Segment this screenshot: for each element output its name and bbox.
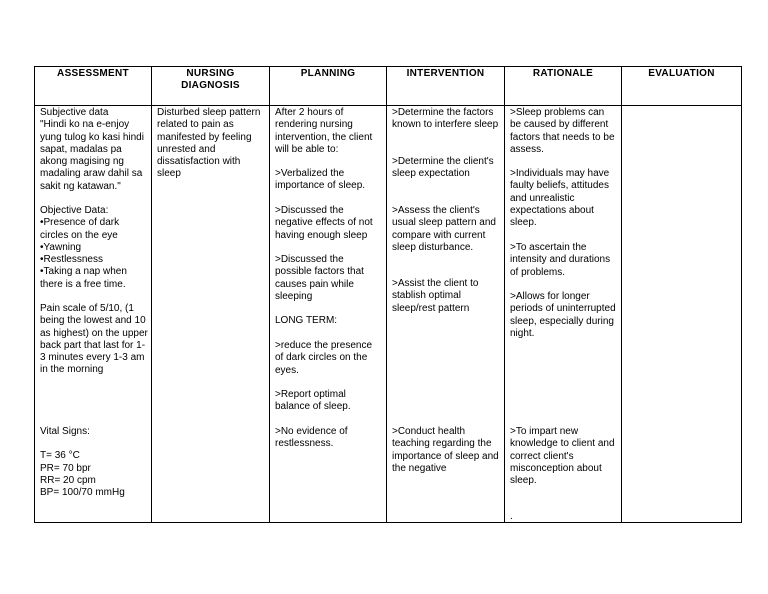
intervention-item: >Conduct health teaching regarding the importance of sleep and the negative — [392, 426, 499, 474]
intervention-item: >Assist the client to stablish optimal sleep/rest pattern — [392, 278, 479, 314]
intervention-item: >Determine the factors known to interfere sleep — [392, 107, 499, 131]
header-assessment: ASSESSMENT — [35, 67, 152, 106]
subjective-block — [40, 107, 148, 193]
planning-goal: >Discussed the possible factors that causes pain while sleeping — [275, 254, 364, 302]
objective-item: •Yawning — [40, 241, 82, 253]
rationale-item: >Sleep problems can be caused by different factors that needs to be assess. — [510, 107, 615, 155]
objective-block — [40, 205, 148, 291]
header-row — [35, 67, 742, 106]
rationale-item: >To ascertain the intensity and durations of problems. — [510, 242, 611, 278]
assessment-cell — [35, 106, 152, 523]
rationale-item: . — [510, 511, 513, 522]
header-intervention: INTERVENTION — [387, 67, 505, 106]
intervention-cell — [387, 106, 505, 523]
nursing-care-plan-table — [34, 66, 742, 523]
vital-sign: T= 36 °C — [40, 450, 80, 462]
intervention-item: >Determine the client's sleep expectation — [392, 156, 494, 180]
planning-goal: >Discussed the negative effects of not having enough sleep — [275, 205, 373, 241]
header-rationale: RATIONALE — [505, 67, 622, 106]
planning-long-goal: >Report optimal balance of sleep. — [275, 389, 351, 413]
planning-cell — [270, 106, 387, 523]
vitals-label: Vital Signs: — [40, 426, 90, 437]
rationale-item: >Individuals may have faulty beliefs, attitudes and unrealistic expectations about sleep. — [510, 168, 610, 229]
rationale-cell — [505, 106, 622, 523]
vital-signs-block — [40, 426, 148, 499]
evaluation-cell — [622, 106, 742, 523]
planning-long-goal: >reduce the presence of dark circles on the eyes. — [275, 340, 373, 376]
rationale-item: >Allows for longer periods of uninterrupted sleep, especially during night. — [510, 291, 616, 339]
diagnosis-cell — [152, 106, 270, 523]
planning-long-goal: >No evidence of restlessness. — [275, 426, 348, 450]
planning-intro: After 2 hours of rendering nursing intervention, the client will be able to: — [275, 107, 373, 155]
rationale-item: >To impart new knowledge to client and correct client's misconception about sleep. — [510, 426, 615, 487]
objective-label: Objective Data: — [40, 205, 109, 216]
subjective-label: Subjective data — [40, 107, 109, 118]
planning-goal: >Verbalized the importance of sleep. — [275, 168, 366, 192]
header-evaluation: EVALUATION — [622, 67, 742, 106]
vital-sign: PR= 70 bpr — [40, 462, 91, 474]
long-term-label: LONG TERM: — [275, 315, 338, 326]
objective-item: •Presence of dark circles on the eye — [40, 217, 120, 241]
header-planning: PLANNING — [270, 67, 387, 106]
nursing-diagnosis-text: Disturbed sleep pattern related to pain as manifested by feeling unrested and dissatisfaction with sleep — [157, 107, 261, 180]
pain-scale-text: Pain scale of 5/10, (1 being the lowest and 10 as highest) on the upper back part that last for 1-3 minutes every 1-3 am in the morning — [40, 303, 148, 376]
header-nursing-diagnosis: NURSING DIAGNOSIS — [152, 67, 270, 106]
intervention-item: >Assess the client's usual sleep pattern and compare with current sleep disturbance. — [392, 205, 496, 253]
subjective-quote: "Hindi ko na e-enjoy yung tulog ko kasi hindi sapat, madalas pa akong magising ng madaling araw dahil sa sakit ng katawan." — [40, 119, 144, 192]
content-row — [35, 106, 742, 523]
objective-item: •Restlessness — [40, 254, 103, 266]
vital-sign: BP= 100/70 mmHg — [40, 487, 125, 499]
objective-item: •Taking a nap when there is a free time. — [40, 266, 127, 290]
vital-sign: RR= 20 cpm — [40, 474, 96, 486]
